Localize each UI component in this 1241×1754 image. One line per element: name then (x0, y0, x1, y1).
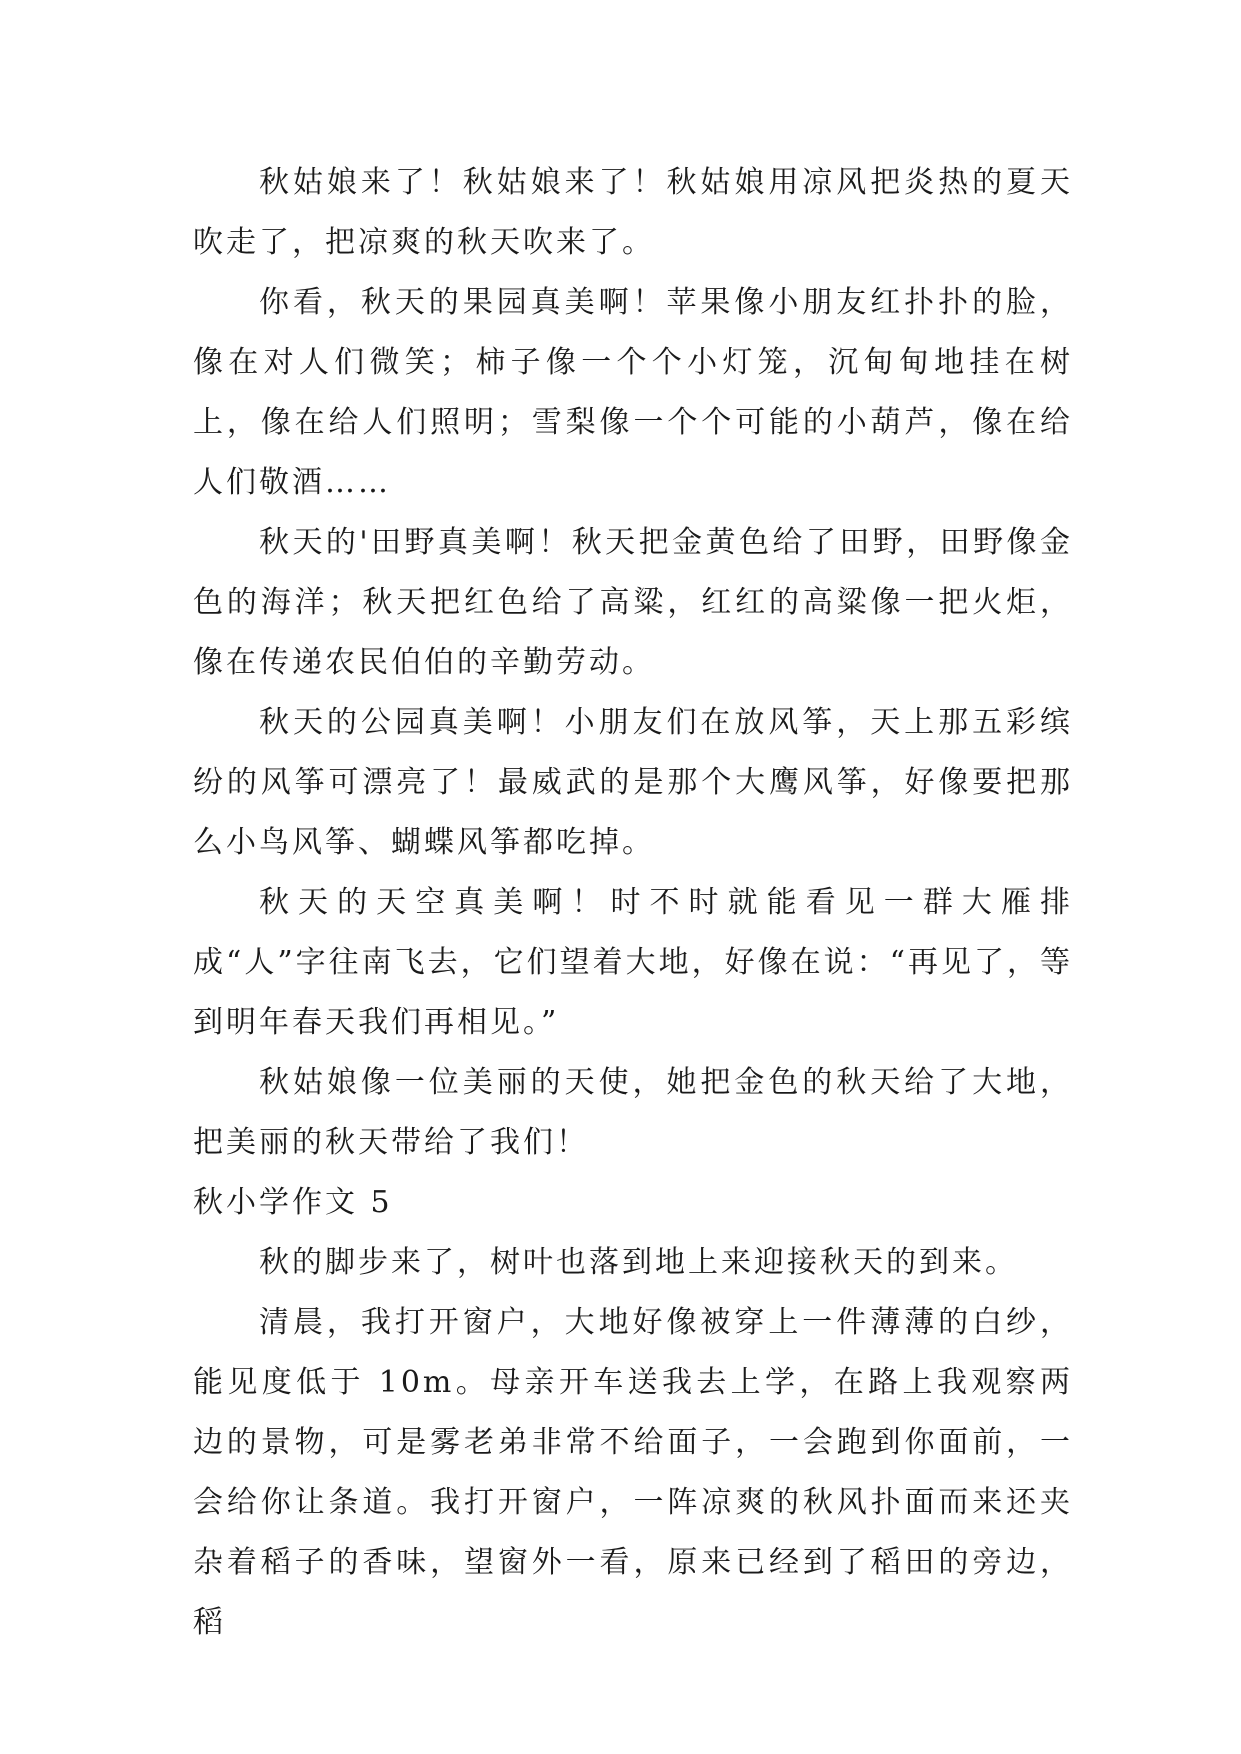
paragraph: 秋天的'田野真美啊！秋天把金黄色给了田野，田野像金色的海洋；秋天把红色给了高粱，红红的高粱像一把火炬，像在传递农民伯伯的辛勤劳动。 (193, 525, 1073, 680)
paragraph: 清晨，我打开窗户，大地好像被穿上一件薄薄的白纱，能见度低于 10m。母亲开车送我去上学，在路上我观察两边的景物，可是雾老弟非常不给面子，一会跑到你面前，一会给你让条道。我打开窗户，一阵凉爽的秋风扑面而来还夹杂着稻子的香味，望窗外一看，原来已经到了稻田的旁边，稻 (193, 1305, 1073, 1640)
paragraph: 秋的脚步来了，树叶也落到地上来迎接秋天的到来。 (259, 1245, 1018, 1280)
paragraph: 秋姑娘像一位美丽的天使，她把金色的秋天给了大地，把美丽的秋天带给了我们！ (193, 1065, 1073, 1160)
paragraph: 秋天的天空真美啊！时不时就能看见一群大雁排成“人”字往南飞去，它们望着大地，好像在说：“再见了，等到明年春天我们再相见。” (193, 885, 1074, 1040)
paragraph: 秋天的公园真美啊！小朋友们在放风筝，天上那五彩缤纷的风筝可漂亮了！最威武的是那个大鹰风筝，好像要把那么小鸟风筝、蝴蝶风筝都吃掉。 (193, 705, 1073, 860)
document-page (193, 153, 1073, 1653)
paragraph: 你看，秋天的果园真美啊！苹果像小朋友红扑扑的脸，像在对人们微笑；柿子像一个个小灯笼，沉甸甸地挂在树上，像在给人们照明；雪梨像一个个可能的小葫芦，像在给人们敬酒…… (193, 285, 1073, 500)
section-heading: 秋小学作文 5 (193, 1185, 393, 1220)
paragraph: 秋姑娘来了！秋姑娘来了！秋姑娘用凉风把炎热的夏天吹走了，把凉爽的秋天吹来了。 (193, 165, 1073, 260)
